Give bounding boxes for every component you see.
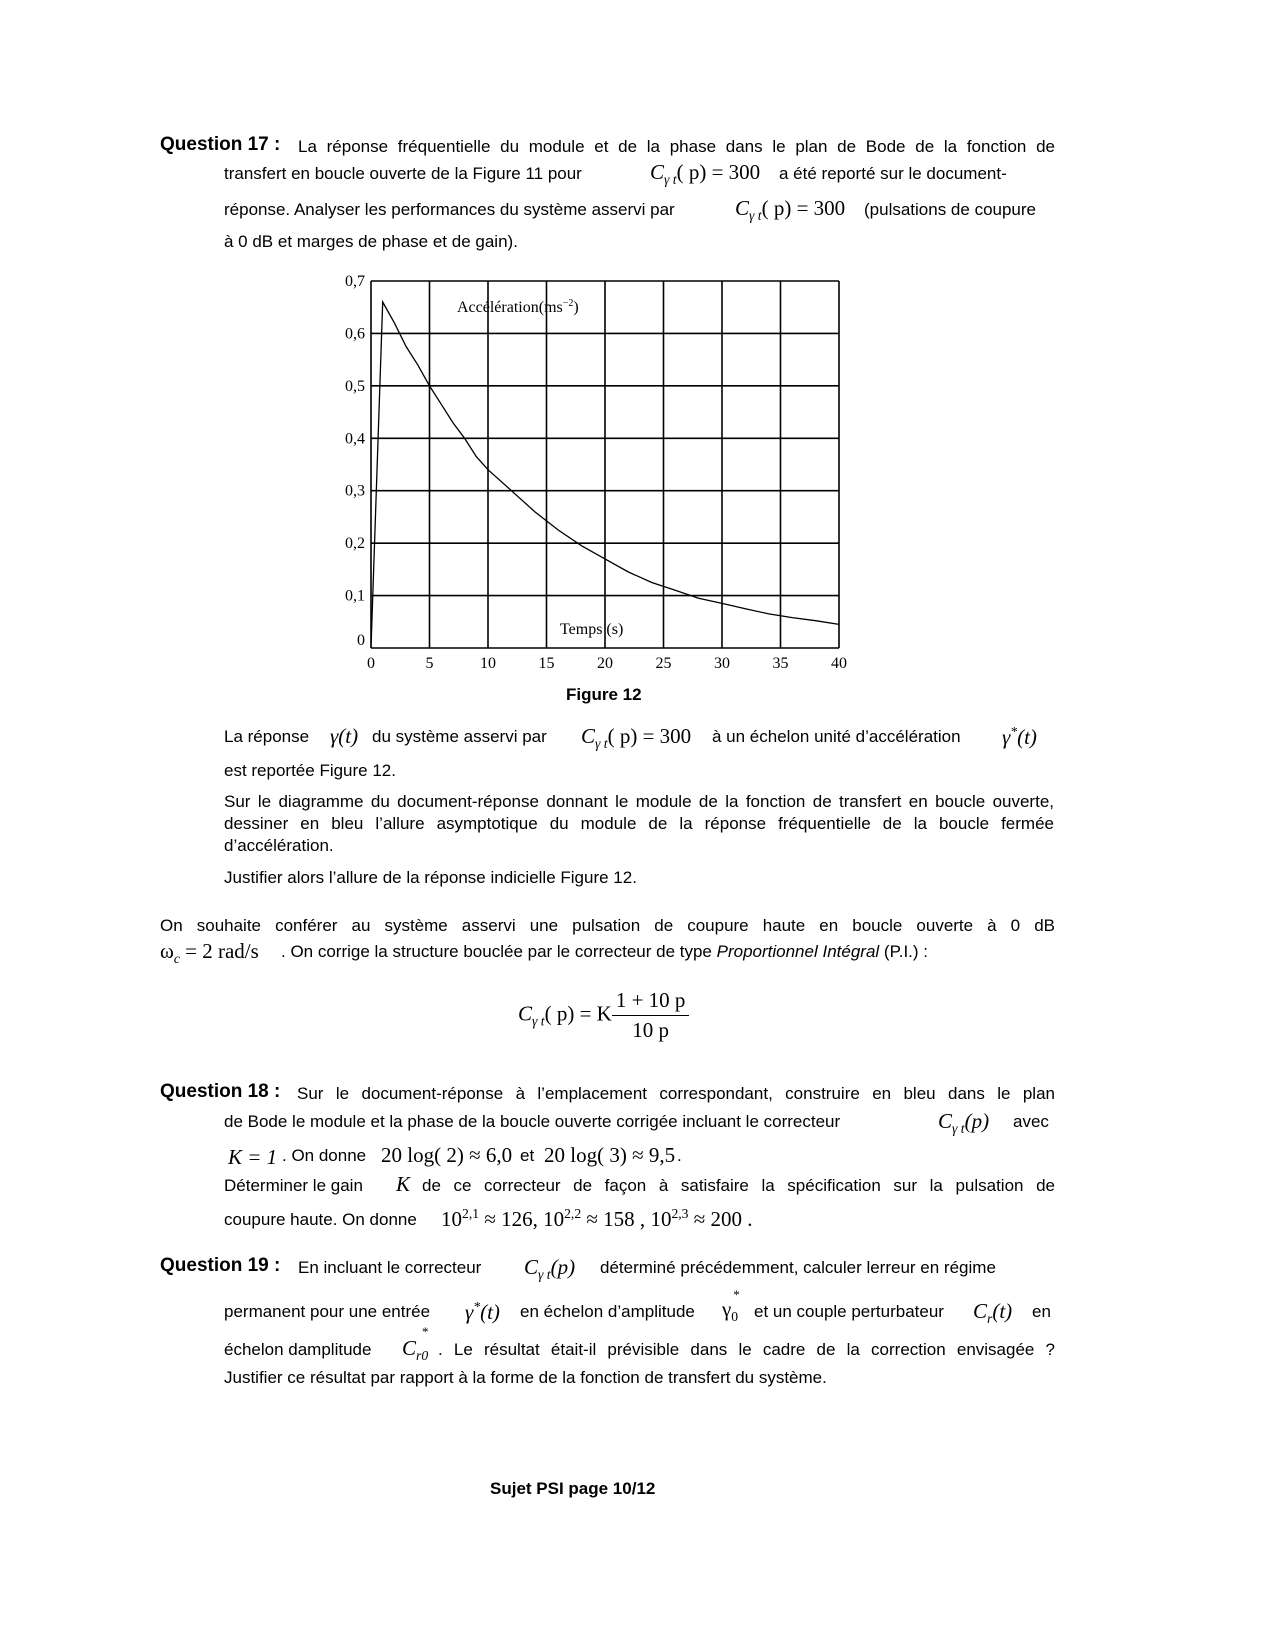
after-p2: Sur le diagramme du document-réponse donnant le module de la fonction de transfert en boucle ouverte, dessiner en bleu l’allure asymptotique du module de la réponse fréquentielle de la boucle fermée d’accélération. xyxy=(224,792,1054,855)
q18-log2: 20 log( 2) ≈ 6,0 xyxy=(381,1143,513,1167)
q19-line3a: échelon damplitude xyxy=(224,1340,372,1359)
x-tick-label: 15 xyxy=(538,655,555,672)
x-tick-label: 25 xyxy=(655,655,672,672)
after-p1d: est reportée Figure 12. xyxy=(224,761,396,780)
q18-line4a: Déterminer le gain xyxy=(224,1176,363,1195)
q19-label: Question 19 : xyxy=(160,1255,281,1276)
y-tick-label: 0,4 xyxy=(345,430,365,448)
page-footer: Sujet PSI page 10/12 xyxy=(490,1479,656,1498)
q18-line2b: avec xyxy=(1013,1112,1049,1131)
q18-et: et xyxy=(520,1146,535,1165)
y-tick-label: 0,2 xyxy=(345,535,365,553)
q19-line2b: en échelon d’amplitude xyxy=(520,1302,695,1321)
x-tick-label: 40 xyxy=(831,655,847,672)
q17-line2a: transfert en boucle ouverte de la Figure 11 pour xyxy=(224,164,582,183)
q18-K: K xyxy=(396,1172,411,1196)
q18-powers: 10$^{2,1}$ ≈ 126, 10$^{2,2}$ ≈ 158 , 10$^{2,3}$ ≈ 200 . xyxy=(441,1206,753,1231)
q19-cp: $C_{\gamma t}(p)$ xyxy=(524,1255,576,1283)
after-p1a: La réponse xyxy=(224,727,310,746)
q17-line2b: a été reporté sur le document- xyxy=(779,164,1007,183)
x-tick-label: 0 xyxy=(367,655,375,672)
q18-line5a: coupure haute. On donne xyxy=(224,1210,417,1229)
q18-line4b: de ce correcteur de façon à satisfaire la spécification sur la pulsation de xyxy=(422,1176,1055,1195)
q18-log3: 20 log( 3) ≈ 9,5 xyxy=(544,1143,676,1167)
q18-k1: K = 1 xyxy=(228,1145,278,1169)
q19-gamma-star-t: γ*(t) xyxy=(465,1299,500,1324)
q19-line1a: En incluant le correcteur xyxy=(298,1258,482,1277)
q18-line2a: de Bode le module et la phase de la boucle ouverte corrigée incluant le correcteur xyxy=(224,1112,841,1131)
x-tick-label: 30 xyxy=(714,655,730,672)
y-tick-label: 0,3 xyxy=(345,482,365,500)
after-eq: $C_{\gamma t}$( p) = 300 xyxy=(581,724,692,752)
q19-cr-t: $C_r(t)$ xyxy=(973,1299,1013,1327)
q19-line4: Justifier ce résultat par rapport à la forme de la fonction de transfert du système. xyxy=(224,1368,827,1387)
y-tick-label: 0,7 xyxy=(345,273,365,290)
q19-cr0: C * $_{r0}$ xyxy=(402,1324,429,1364)
q19-gamma0: γ * $_0$ xyxy=(722,1287,740,1325)
q17-line3a: réponse. Analyser les performances du système asservi par xyxy=(224,200,675,219)
after-p3: Justifier alors l’allure de la réponse indicielle Figure 12. xyxy=(224,868,637,887)
q19-line2c: et un couple perturbateur xyxy=(754,1302,944,1321)
q17-line3b: (pulsations de coupure xyxy=(864,200,1037,219)
q17-eq-2: $C_{\gamma t}$( p) = 300 xyxy=(735,196,846,224)
chart-title: $Accélération(ms^{-2})$ xyxy=(457,298,579,316)
y-tick-label: 0,6 xyxy=(345,325,365,343)
after-p1b: du système asservi par xyxy=(372,727,547,746)
q19-line2d: en xyxy=(1032,1302,1051,1321)
q17-line4: à 0 dB et marges de phase et de gain). xyxy=(224,232,518,251)
q18-dot: . xyxy=(677,1146,682,1165)
chart-grid xyxy=(371,281,839,648)
q17-label: Question 17 : xyxy=(160,134,281,155)
chart-xlabel: Temps (s) xyxy=(560,621,624,638)
after-p1c: à un échelon unité d’accélération xyxy=(712,727,961,746)
q19-line1b: déterminé précédemment, calculer lerreur en régime xyxy=(600,1258,996,1277)
gamma-t: γ(t) xyxy=(330,724,359,748)
figure-12-chart xyxy=(330,268,870,680)
x-tick-label: 20 xyxy=(597,655,613,672)
q17-eq-1: $C_{\gamma t}$( p) = 300 xyxy=(650,160,761,188)
q18-label: Question 18 : xyxy=(160,1081,281,1102)
x-tick-label: 10 xyxy=(480,655,496,672)
pi-line1: On souhaite conférer au système asservi une pulsation de coupure haute en boucle ouverte à 0 dB xyxy=(160,916,1055,935)
q18-cp: $C_{\gamma t}(p)$ xyxy=(938,1109,990,1137)
q19-line3b: . Le résultat était-il prévisible dans le cadre de la correction envisagée ? xyxy=(438,1340,1055,1359)
q17-line1: La réponse fréquentielle du module et de la phase dans le plan de Bode de la fonction de xyxy=(298,137,1055,156)
figure-caption: Figure 12 xyxy=(566,685,642,704)
omega-c: $\omega_c = 2$ rad/s xyxy=(160,939,259,967)
q18-line3a: . On donne xyxy=(282,1146,367,1165)
pi-equation: $C_{\gamma t}$( p) = K $\frac{1 + 10 p}{10 p}$ xyxy=(518,988,689,1043)
y-tick-label: 0,5 xyxy=(345,377,365,395)
q18-line1: Sur le document-réponse à l’emplacement correspondant, construire en bleu dans le plan xyxy=(297,1084,1055,1103)
y-tick-label: 0 xyxy=(357,632,365,649)
y-tick-label: 0,1 xyxy=(345,587,365,605)
q19-line2a: permanent pour une entrée xyxy=(224,1302,431,1321)
pi-line2: . On corrige la structure bouclée par le correcteur de type Proportionnel Intégral (P.I.) : xyxy=(281,942,928,961)
x-tick-label: 35 xyxy=(772,655,789,672)
gamma-star-t: γ*(t) xyxy=(1002,724,1037,749)
x-tick-label: 5 xyxy=(425,655,434,672)
